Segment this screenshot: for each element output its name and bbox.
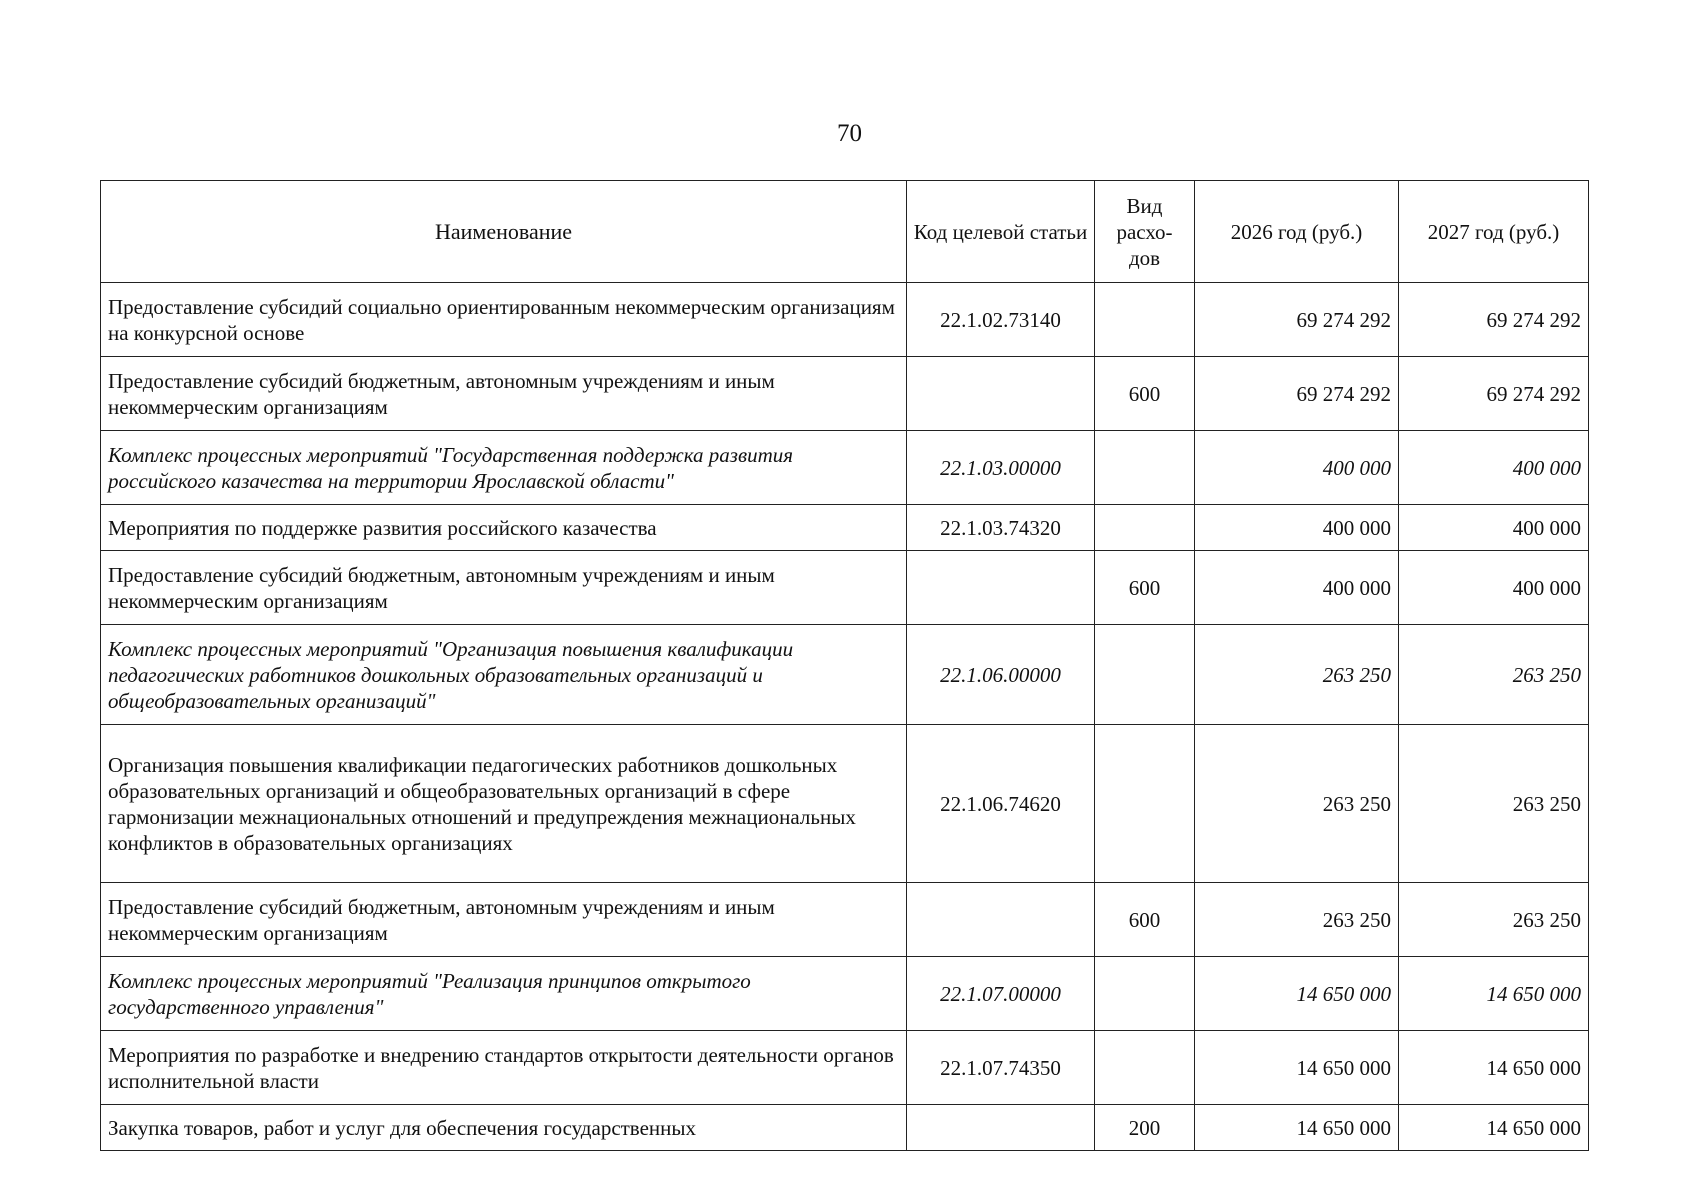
row-amount-2026: 14 650 000 [1195,957,1399,1031]
row-amount-2026: 69 274 292 [1195,357,1399,431]
table-row [101,957,1589,1031]
row-amount-2026: 14 650 000 [1195,1031,1399,1105]
row-amount-2027: 14 650 000 [1399,1105,1589,1151]
header-code: Код целевой статьи [907,181,1095,283]
row-name: Предоставление субсидий бюджетным, автономным учреждениям и иным некоммерческим организациям [101,883,907,957]
row-amount-2026: 400 000 [1195,431,1399,505]
row-expense-type [1095,725,1195,883]
table-row [101,1105,1589,1151]
row-expense-type [1095,505,1195,551]
row-code: 22.1.03.00000 [907,431,1095,505]
row-amount-2026: 14 650 000 [1195,1105,1399,1151]
row-amount-2027: 263 250 [1399,883,1589,957]
row-expense-type [1095,431,1195,505]
row-amount-2027: 400 000 [1399,431,1589,505]
page-number: 70 [837,120,862,147]
row-amount-2026: 263 250 [1195,625,1399,725]
table-row [101,1031,1589,1105]
row-code: 22.1.03.74320 [907,505,1095,551]
row-code: 22.1.02.73140 [907,283,1095,357]
row-name: Мероприятия по разработке и внедрению стандартов открытости деятельности органов исполнительной власти [101,1031,907,1105]
row-amount-2027: 400 000 [1399,505,1589,551]
row-amount-2027: 69 274 292 [1399,357,1589,431]
row-amount-2026: 263 250 [1195,725,1399,883]
row-expense-type: 600 [1095,551,1195,625]
table-row [101,505,1589,551]
table-row [101,883,1589,957]
row-code: 22.1.07.74350 [907,1031,1095,1105]
header-2026: 2026 год (руб.) [1195,181,1399,283]
row-name: Комплекс процессных мероприятий "Организация повышения квалификации педагогических работников дошкольных образовательных организаций и общеобразовательных организаций" [101,625,907,725]
row-expense-type [1095,625,1195,725]
header-name: Наименование [101,181,907,283]
row-amount-2027: 14 650 000 [1399,957,1589,1031]
row-name: Предоставление субсидий бюджетным, автономным учреждениям и иным некоммерческим организациям [101,357,907,431]
row-expense-type [1095,1031,1195,1105]
row-expense-type [1095,283,1195,357]
row-name: Предоставление субсидий бюджетным, автономным учреждениям и иным некоммерческим организациям [101,551,907,625]
row-code [907,357,1095,431]
row-amount-2027: 14 650 000 [1399,1031,1589,1105]
row-name: Предоставление субсидий социально ориентированным некоммерческим организациям на конкурсной основе [101,283,907,357]
row-code: 22.1.07.00000 [907,957,1095,1031]
row-expense-type: 200 [1095,1105,1195,1151]
row-name: Организация повышения квалификации педагогических работников дошкольных образовательных организаций и общеобразовательных организаций в сфере гармонизации межнациональных отношений и предупреждения межнациональных конфликтов в образовательных организациях [101,725,907,883]
table-row [101,357,1589,431]
row-amount-2026: 400 000 [1195,551,1399,625]
row-code [907,883,1095,957]
row-name: Комплекс процессных мероприятий "Государственная поддержка развития российского казачества на территории Ярославской области" [101,431,907,505]
row-amount-2026: 400 000 [1195,505,1399,551]
table-row [101,551,1589,625]
row-amount-2026: 263 250 [1195,883,1399,957]
row-code: 22.1.06.74620 [907,725,1095,883]
row-code: 22.1.06.00000 [907,625,1095,725]
row-amount-2027: 263 250 [1399,625,1589,725]
row-name: Комплекс процессных мероприятий "Реализация принципов открытого государственного управления" [101,957,907,1031]
table-row [101,725,1589,883]
row-code [907,551,1095,625]
table-row [101,431,1589,505]
budget-table [100,180,1589,1151]
row-name: Мероприятия по поддержке развития российского казачества [101,505,907,551]
row-code [907,1105,1095,1151]
table-header-row [101,181,1589,283]
header-expense-type: Вид расхо-дов [1095,181,1195,283]
row-amount-2027: 69 274 292 [1399,283,1589,357]
table-row [101,625,1589,725]
table-row [101,283,1589,357]
row-expense-type [1095,957,1195,1031]
header-2027: 2027 год (руб.) [1399,181,1589,283]
row-name: Закупка товаров, работ и услуг для обеспечения государственных [101,1105,907,1151]
row-amount-2026: 69 274 292 [1195,283,1399,357]
row-amount-2027: 263 250 [1399,725,1589,883]
row-amount-2027: 400 000 [1399,551,1589,625]
row-expense-type: 600 [1095,357,1195,431]
row-expense-type: 600 [1095,883,1195,957]
